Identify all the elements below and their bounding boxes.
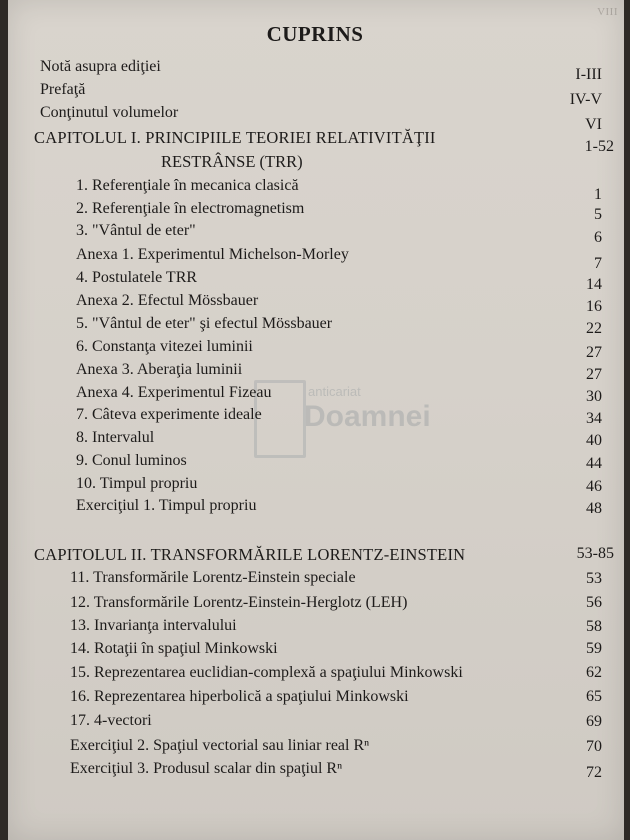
toc-entry bbox=[0, 640, 630, 662]
entry-title: 5. "Vântul de eter" şi efectul Mössbauer bbox=[76, 315, 333, 332]
entry-page: 70 bbox=[586, 738, 602, 755]
toc-entry bbox=[0, 384, 630, 406]
toc-chapter bbox=[0, 545, 630, 567]
entry-title: 9. Conul luminos bbox=[76, 452, 187, 469]
toc-entry bbox=[0, 269, 630, 291]
entry-title: Anexa 2. Efectul Mössbauer bbox=[76, 292, 259, 309]
entry-title: 3. "Vântul de eter" bbox=[76, 222, 196, 239]
toc-entry bbox=[0, 497, 630, 519]
toc-entry bbox=[0, 429, 630, 451]
entry-page: 14 bbox=[586, 276, 602, 293]
toc-entry bbox=[0, 617, 630, 639]
toc-entry bbox=[0, 594, 630, 616]
watermark-logo: anticariat Doamnei bbox=[254, 380, 424, 460]
toc-entry bbox=[0, 569, 630, 591]
entry-page: 30 bbox=[586, 388, 602, 405]
entry-page: 72 bbox=[586, 764, 602, 781]
entry-page: 7 bbox=[594, 255, 602, 272]
entry-page: 40 bbox=[586, 432, 602, 449]
toc-entry bbox=[0, 177, 630, 203]
toc-entry bbox=[0, 688, 630, 710]
entry-page: 59 bbox=[586, 640, 602, 657]
entry-title: 15. Reprezentarea euclidian-complexă a spaţiului Minkowski bbox=[70, 664, 463, 681]
page-title: CUPRINS bbox=[266, 22, 364, 46]
toc-entry bbox=[0, 315, 630, 337]
chapter-title-line2: RESTRÂNSE (TRR) bbox=[161, 152, 303, 171]
entry-title: 13. Invarianţa intervalului bbox=[70, 617, 237, 634]
toc-entry bbox=[0, 406, 630, 428]
bleed-through-text: VIII bbox=[597, 6, 618, 18]
entry-title: Anexa 4. Experimentul Fizeau bbox=[76, 384, 272, 401]
entry-page: 69 bbox=[586, 713, 602, 730]
entry-page: 44 bbox=[586, 455, 602, 472]
toc-entry bbox=[0, 664, 630, 686]
toc-entry bbox=[0, 58, 630, 83]
toc-entry bbox=[0, 338, 630, 360]
toc-chapter-continued bbox=[0, 152, 630, 174]
entry-title: 12. Transformările Lorentz-Einstein-Herglotz (LEH) bbox=[70, 594, 408, 611]
entry-title: Anexa 3. Aberaţia luminii bbox=[76, 361, 243, 378]
entry-title: 10. Timpul propriu bbox=[76, 475, 198, 492]
entry-page: 65 bbox=[586, 688, 602, 705]
entry-page: 5 bbox=[594, 206, 602, 223]
entry-page: 1 bbox=[594, 186, 602, 203]
entry-page: 6 bbox=[594, 229, 602, 246]
toc-entry bbox=[0, 246, 630, 272]
entry-page: 46 bbox=[586, 478, 602, 495]
entry-page: I-III bbox=[575, 66, 602, 83]
entry-title: 11. Transformările Lorentz-Einstein speciale bbox=[70, 569, 356, 586]
entry-page: 62 bbox=[586, 664, 602, 681]
entry-page: 22 bbox=[586, 320, 602, 337]
entry-page: 53 bbox=[586, 570, 602, 587]
chapter-title: CAPITOLUL I. PRINCIPIILE TEORIEI RELATIVITĂŢII bbox=[34, 128, 436, 147]
toc-entry bbox=[0, 712, 630, 734]
entry-title: Exerciţiul 3. Produsul scalar din spaţiul Rⁿ bbox=[70, 760, 343, 777]
toc-chapter bbox=[0, 128, 630, 155]
entry-title: 16. Reprezentarea hiperbolică a spaţiului Minkowski bbox=[70, 688, 409, 705]
entry-title: Anexa 1. Experimentul Michelson-Morley bbox=[76, 246, 349, 263]
entry-title: Conţinutul volumelor bbox=[40, 104, 179, 121]
chapter-title: CAPITOLUL II. TRANSFORMĂRILE LORENTZ-EINSTEIN bbox=[34, 545, 466, 564]
toc-entry bbox=[0, 361, 630, 383]
entry-title: Exerciţiul 1. Timpul propriu bbox=[76, 497, 257, 514]
entry-title: 8. Intervalul bbox=[76, 429, 155, 446]
toc-entry bbox=[0, 200, 630, 222]
entry-title: 14. Rotaţii în spaţiul Minkowski bbox=[70, 640, 278, 657]
entry-title: 17. 4-vectori bbox=[70, 712, 152, 729]
entry-page: 1-52 bbox=[584, 138, 614, 155]
entry-title: Exerciţiul 2. Spaţiul vectorial sau liniar real Rⁿ bbox=[70, 737, 370, 754]
entry-title: 1. Referenţiale în mecanica clasică bbox=[76, 177, 299, 194]
toc-entry bbox=[0, 222, 630, 244]
entry-page: IV-V bbox=[569, 91, 602, 108]
toc-entry bbox=[0, 104, 630, 133]
entry-page: 27 bbox=[586, 344, 602, 361]
entry-page: 34 bbox=[586, 410, 602, 427]
entry-page: 53-85 bbox=[576, 545, 614, 562]
entry-page: 48 bbox=[586, 500, 602, 517]
entry-page: 16 bbox=[586, 298, 602, 315]
toc-entry bbox=[0, 737, 624, 759]
toc-entry bbox=[0, 760, 624, 782]
entry-page: VI bbox=[585, 116, 602, 133]
entry-title: Prefaţă bbox=[40, 81, 86, 98]
entry-page: 58 bbox=[586, 618, 602, 635]
entry-title: 2. Referenţiale în electromagnetism bbox=[76, 200, 305, 217]
entry-page: 27 bbox=[586, 366, 602, 383]
toc-entry bbox=[0, 81, 630, 108]
toc-entry bbox=[0, 452, 630, 474]
entry-title: 7. Câteva experimente ideale bbox=[76, 406, 262, 423]
entry-title: 4. Postulatele TRR bbox=[76, 269, 198, 286]
toc-entry bbox=[0, 292, 630, 314]
entry-title: 6. Constanţa vitezei luminii bbox=[76, 338, 253, 355]
entry-title: Notă asupra ediţiei bbox=[40, 58, 161, 75]
toc-entry bbox=[0, 475, 630, 497]
entry-page: 56 bbox=[586, 594, 602, 611]
